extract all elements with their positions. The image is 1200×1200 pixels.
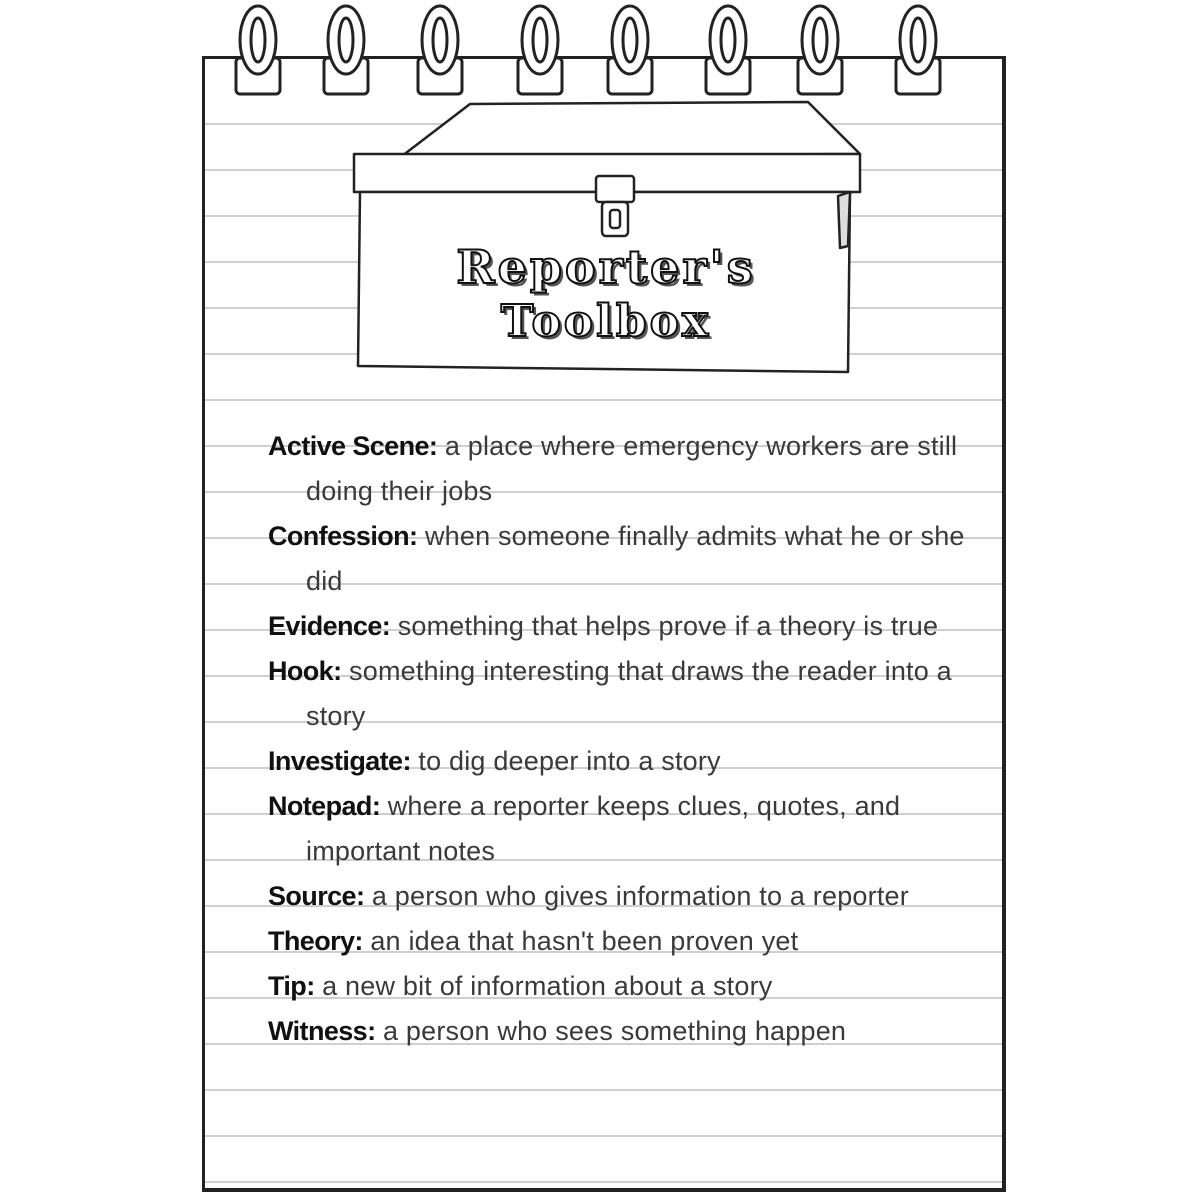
glossary-entry-tip [268,964,968,1009]
glossary-term: Evidence [268,611,382,641]
term-colon: : [354,926,363,956]
glossary-definition: to dig deeper into a story [418,746,721,776]
term-colon: : [409,521,418,551]
glossary-definition: a person who gives information to a reporter [371,881,909,911]
glossary-term: Notepad [268,791,372,821]
term-colon: : [402,746,411,776]
glossary-term: Theory [268,926,355,956]
glossary-term: Tip [268,971,307,1001]
glossary-term: Source [268,881,356,911]
term-colon: : [381,611,391,641]
glossary-term: Hook [268,656,334,686]
glossary-term: Confession [268,521,410,551]
glossary-definition: something that helps prove if a theory is true [397,611,939,641]
glossary-entry-source [268,874,968,919]
glossary-term: Active Scene [268,431,429,461]
glossary-entry-investigate [268,739,968,784]
term-colon: : [371,791,381,821]
glossary-entry-notepad [268,784,968,874]
toolbox-title-line-1: Reporter's [456,240,756,294]
term-colon: : [428,431,438,461]
glossary-definition: a new bit of information about a story [322,971,773,1001]
glossary-definition: an idea that hasn't been proven yet [370,926,799,956]
glossary-entry-evidence [268,604,968,649]
glossary-entry-hook [268,649,968,739]
glossary-entry-witness [268,1009,968,1054]
glossary-entry-active-scene [268,424,968,514]
term-colon: : [333,656,342,686]
term-colon: : [306,971,315,1001]
toolbox-title-line-2: Toolbox [500,296,712,347]
glossary-entry-theory [268,919,968,964]
glossary-term: Witness [268,1016,368,1046]
term-colon: : [355,881,365,911]
term-colon: : [367,1016,376,1046]
glossary-entry-confession [268,514,968,604]
glossary-term: Investigate [268,746,403,776]
glossary-definition: a place where emergency workers are still doing their jobs [306,431,958,506]
glossary-definition: a person who sees something happen [383,1016,847,1046]
glossary-definition: when someone finally admits what he or she did [306,521,965,596]
glossary-definition: something interesting that draws the reader into a story [306,656,952,731]
spiral-rings-icon [0,0,1200,110]
glossary-list [268,424,968,1054]
glossary-definition: where a reporter keeps clues, quotes, and important notes [306,791,901,866]
